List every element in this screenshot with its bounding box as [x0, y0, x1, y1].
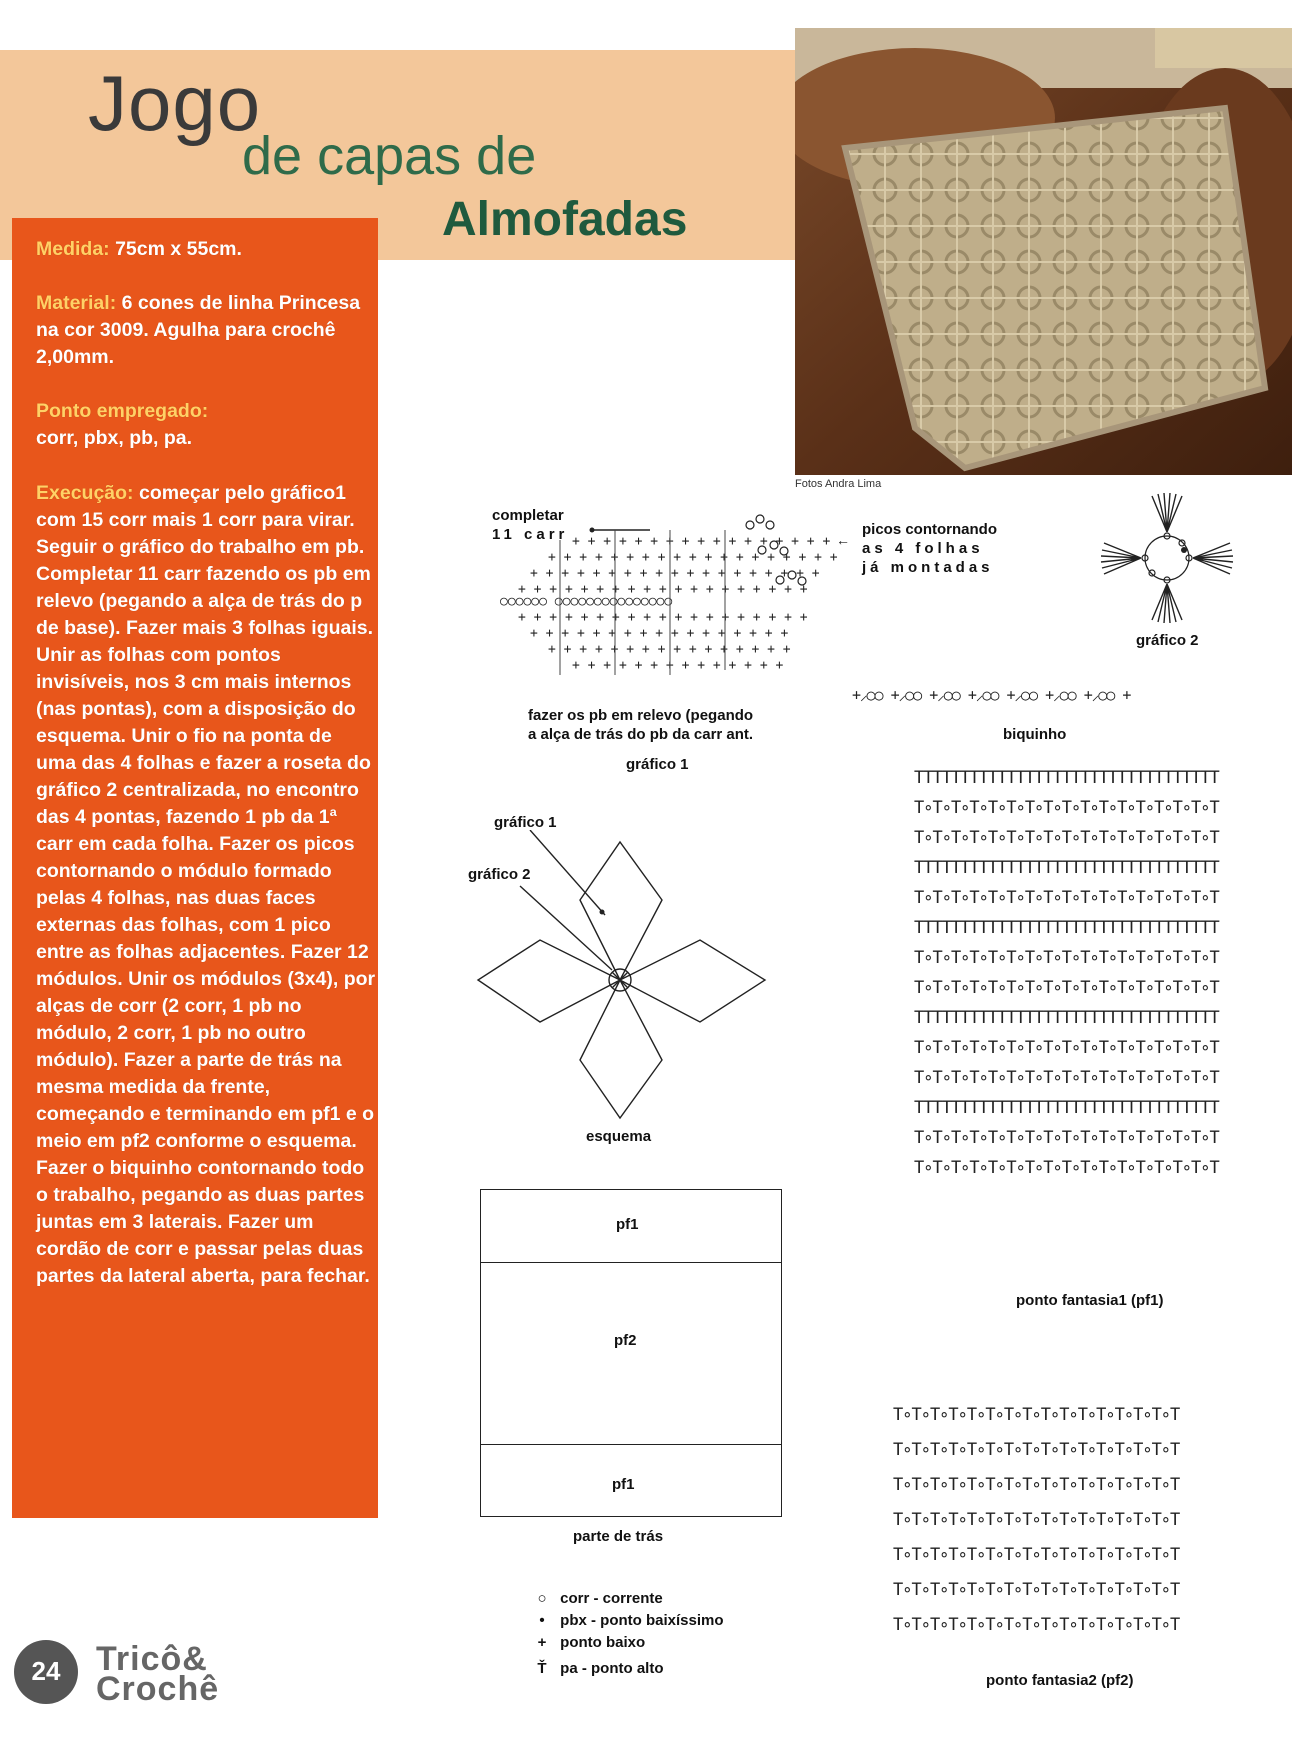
material-value: 6 cones de linha Princesa na cor 3009. Agulha para crochê 2,00mm. — [36, 292, 361, 368]
execucao-label: Execução: — [36, 482, 134, 504]
picos-note-line2: as 4 folhas — [862, 540, 984, 557]
photo-credit: Fotos Andra Lima — [795, 478, 882, 490]
slip-stitch-icon: • — [539, 1612, 545, 1629]
medida-label: Medida: — [36, 238, 110, 260]
single-crochet-icon: + — [537, 1634, 547, 1651]
svg-text:+ + + + + + + + + + + + + + +: + + + + + + + + + + + + + + + + — [548, 642, 791, 657]
double-crochet-icon: Ť — [537, 1660, 547, 1677]
svg-text:+ + + + + + + + + + + + + + +: + + + + + + + + + + + + + + + + + + + — [518, 610, 808, 625]
legend-text: ponto baixo — [560, 1634, 646, 1651]
pf2-chart: Τ∘Τ∘Τ∘Τ∘Τ∘Τ∘Τ∘Τ∘Τ∘Τ∘Τ∘Τ∘Τ∘Τ∘Τ∘Τ Τ∘Τ∘Τ∘Τ∘Τ∘Τ∘Τ∘Τ∘Τ∘Τ∘Τ∘Τ∘Τ∘Τ∘Τ∘Τ Τ∘Τ∘Τ∘Τ∘Τ∘Τ∘Τ∘Τ∘Τ∘Τ∘Τ∘Τ∘Τ∘Τ∘Τ∘Τ Τ∘Τ∘Τ∘Τ∘Τ∘Τ∘Τ∘Τ∘Τ∘Τ∘Τ∘Τ∘Τ∘Τ∘Τ∘Τ Τ∘Τ∘Τ∘Τ∘Τ∘Τ∘Τ∘Τ∘Τ∘Τ∘Τ∘Τ∘Τ∘Τ∘Τ∘Τ Τ∘Τ∘Τ∘Τ∘Τ∘Τ∘Τ∘Τ∘Τ∘Τ∘Τ∘Τ∘Τ∘Τ∘Τ∘Τ Τ∘Τ∘Τ∘Τ∘Τ∘Τ∘Τ∘Τ∘Τ∘Τ∘Τ∘Τ∘Τ∘Τ∘Τ∘Τ — [893, 1405, 1180, 1635]
cushion-photo — [795, 28, 1292, 475]
parte-de-tras-diagram — [480, 1189, 782, 1517]
title-subtitle: de capas de — [242, 126, 537, 186]
pf1-label: ponto fantasia1 (pf1) — [1016, 1292, 1164, 1309]
legend-item — [528, 1590, 663, 1607]
pf1-chart: ΤΤΤΤΤΤΤΤΤΤΤΤΤΤΤΤΤΤΤΤΤΤΤΤΤΤΤΤΤΤΤΤΤ Τ∘Τ∘Τ∘Τ∘Τ∘Τ∘Τ∘Τ∘Τ∘Τ∘Τ∘Τ∘Τ∘Τ∘Τ∘Τ∘Τ Τ∘Τ∘Τ∘Τ∘Τ∘Τ∘Τ∘Τ∘Τ∘Τ∘Τ∘Τ∘Τ∘Τ∘Τ∘Τ∘Τ ΤΤΤΤΤΤΤΤΤΤΤΤΤΤΤΤΤΤΤΤΤΤΤΤΤΤΤΤΤΤΤΤΤ Τ∘Τ∘Τ∘Τ∘Τ∘Τ∘Τ∘Τ∘Τ∘Τ∘Τ∘Τ∘Τ∘Τ∘Τ∘Τ∘Τ ΤΤΤΤΤΤΤΤΤΤΤΤΤΤΤΤΤΤΤΤΤΤΤΤΤΤΤΤΤΤΤΤΤ Τ∘Τ∘Τ∘Τ∘Τ∘Τ∘Τ∘Τ∘Τ∘Τ∘Τ∘Τ∘Τ∘Τ∘Τ∘Τ∘Τ Τ∘Τ∘Τ∘Τ∘Τ∘Τ∘Τ∘Τ∘Τ∘Τ∘Τ∘Τ∘Τ∘Τ∘Τ∘Τ∘Τ ΤΤΤΤΤΤΤΤΤΤΤΤΤΤΤΤΤΤΤΤΤΤΤΤΤΤΤΤΤΤΤΤΤ Τ∘Τ∘Τ∘Τ∘Τ∘Τ∘Τ∘Τ∘Τ∘Τ∘Τ∘Τ∘Τ∘Τ∘Τ∘Τ∘Τ Τ∘Τ∘Τ∘Τ∘Τ∘Τ∘Τ∘Τ∘Τ∘Τ∘Τ∘Τ∘Τ∘Τ∘Τ∘Τ∘Τ ΤΤΤΤΤΤΤΤΤΤΤΤΤΤΤΤΤΤΤΤΤΤΤΤΤΤΤΤΤΤΤΤΤ Τ∘Τ∘Τ∘Τ∘Τ∘Τ∘Τ∘Τ∘Τ∘Τ∘Τ∘Τ∘Τ∘Τ∘Τ∘Τ∘Τ Τ∘Τ∘Τ∘Τ∘Τ∘Τ∘Τ∘Τ∘Τ∘Τ∘Τ∘Τ∘Τ∘Τ∘Τ∘Τ∘Τ — [914, 768, 1219, 1178]
biquinho-row: +⸝○○ +⸝○○ +⸝○○ +⸝○○ +⸝○○ +⸝○○ +⸝○○ + — [852, 686, 1131, 704]
svg-text:+ + + + + + + + + + + + + + +: + + + + + + + + + + + + + + + + + + + — [548, 550, 838, 565]
picos-note-line3: já montadas — [862, 559, 994, 576]
ponto-value: corr, pbx, pb, pa. — [36, 427, 193, 449]
chain-icon: ○ — [537, 1590, 547, 1607]
svg-text:+ + + + + + + + + + + + + + +: + + + + + + + + + + + + + + + + + + + — [530, 566, 820, 581]
title-almofadas: Almofadas — [442, 193, 688, 246]
pf2-label: ponto fantasia2 (pf2) — [986, 1672, 1134, 1689]
material — [36, 290, 376, 371]
ponto-empregado — [36, 398, 376, 452]
grafico1-caption-line2: a alça de trás do pb da carr ant. — [528, 726, 754, 743]
picos-note — [862, 520, 997, 577]
biquinho-label: biquinho — [1003, 726, 1067, 743]
parte-de-tras-label: parte de trás — [573, 1528, 664, 1545]
grafico1-caption — [528, 706, 753, 744]
grafico2-chart — [1092, 488, 1242, 628]
legend-text: corr - corrente — [560, 1590, 663, 1607]
grafico1-caption-line1: fazer os pb em relevo (pegando — [528, 707, 754, 724]
grafico1-note-line2: 11 carr — [492, 526, 569, 543]
parte-de-tras-middle: pf2 — [614, 1332, 637, 1349]
magazine-brand-line2: Crochê — [96, 1670, 220, 1708]
medida-value: 75cm x 55cm. — [109, 238, 242, 260]
esquema-diagram — [470, 830, 780, 1130]
legend-text: pa - ponto alto — [560, 1660, 664, 1677]
grafico1-label: gráfico 1 — [626, 756, 689, 773]
svg-text:+ + + + + + + + + + + + + + +: + + + + + + + + + + + + + + + + + — [530, 626, 789, 641]
material-label: Material: — [36, 292, 117, 314]
legend-item — [528, 1612, 724, 1629]
svg-text:+ + + + + + + + + + + + + +: + + + + + + + + + + + + + + — [572, 658, 784, 673]
grafico1-note-line1: completar — [492, 507, 564, 524]
svg-text:○○○○○○ ○○○○○○○○○○○○○○○: ○○○○○○ ○○○○○○○○○○○○○○○ — [500, 594, 673, 609]
legend-text: pbx - ponto baixíssimo — [560, 1612, 724, 1629]
picos-note-line1: picos contornando — [862, 521, 997, 538]
medida — [36, 236, 376, 263]
picos-arrow: ← — [836, 532, 850, 548]
esquema-callout-grafico2: gráfico 2 — [468, 866, 531, 883]
execucao — [36, 480, 376, 1290]
grafico2-label: gráfico 2 — [1136, 632, 1199, 649]
ponto-label: Ponto empregado: — [36, 400, 209, 422]
instructions-panel — [12, 218, 378, 1518]
magazine-brand-line1: Tricô& — [96, 1640, 208, 1678]
grafico1-chart — [500, 505, 840, 705]
execucao-value: começar pelo gráfico1 com 15 corr mais 1 corr para virar. Seguir o gráfico do trabalho em pb. Completar 11 carr fazendo os pb em relevo (pegando a alça de trás do p de base). Fazer mais 3 folhas iguais. Unir as folhas com pontos invisíveis, nos 3 cm mais internos (nas pontas), com a disposição do esquema. Unir o fio na ponta de uma das 4 folhas e fazer a roseta do gráfico 2 centralizada, no encontro das 4 pontas, fazendo 1 pb da 1ª carr em cada folha. Fazer os picos contornando o módulo formado pelas 4 folhas, nas duas faces externas das folhas, com 1 pico entre as folhas adjacentes. Fazer 12 módulos. Unir os módulos (3x4), por alças de corr (2 corr, 1 pb no módulo, 2 corr, 1 pb no outro módulo). Fazer a parte de trás na mesma medida da frente, começando e terminando em pf1 e o meio em pf2 conforme o esquema. Fazer o biquinho contornando todo o trabalho, pegando as duas partes juntas em 3 laterais. Fazer um cordão de corr e passar pelas duas partes da lateral aberta, para fechar. — [36, 482, 376, 1287]
page-number: 24 — [31, 1656, 61, 1686]
svg-text:+ + + + + + + + + + + + + + +: + + + + + + + + + + + + + + + + + + + — [518, 582, 808, 597]
parte-de-tras-top: pf1 — [616, 1216, 639, 1233]
esquema-label: esquema — [586, 1128, 652, 1145]
title-jogo: Jogo — [88, 59, 262, 147]
legend-item — [528, 1634, 645, 1651]
legend-item — [528, 1660, 664, 1677]
svg-text:+ + + + + + + + + + + + + + +: + + + + + + + + + + + + + + + + + — [572, 534, 831, 549]
esquema-callout-grafico1: gráfico 1 — [494, 814, 557, 831]
parte-de-tras-bottom: pf1 — [612, 1476, 635, 1493]
